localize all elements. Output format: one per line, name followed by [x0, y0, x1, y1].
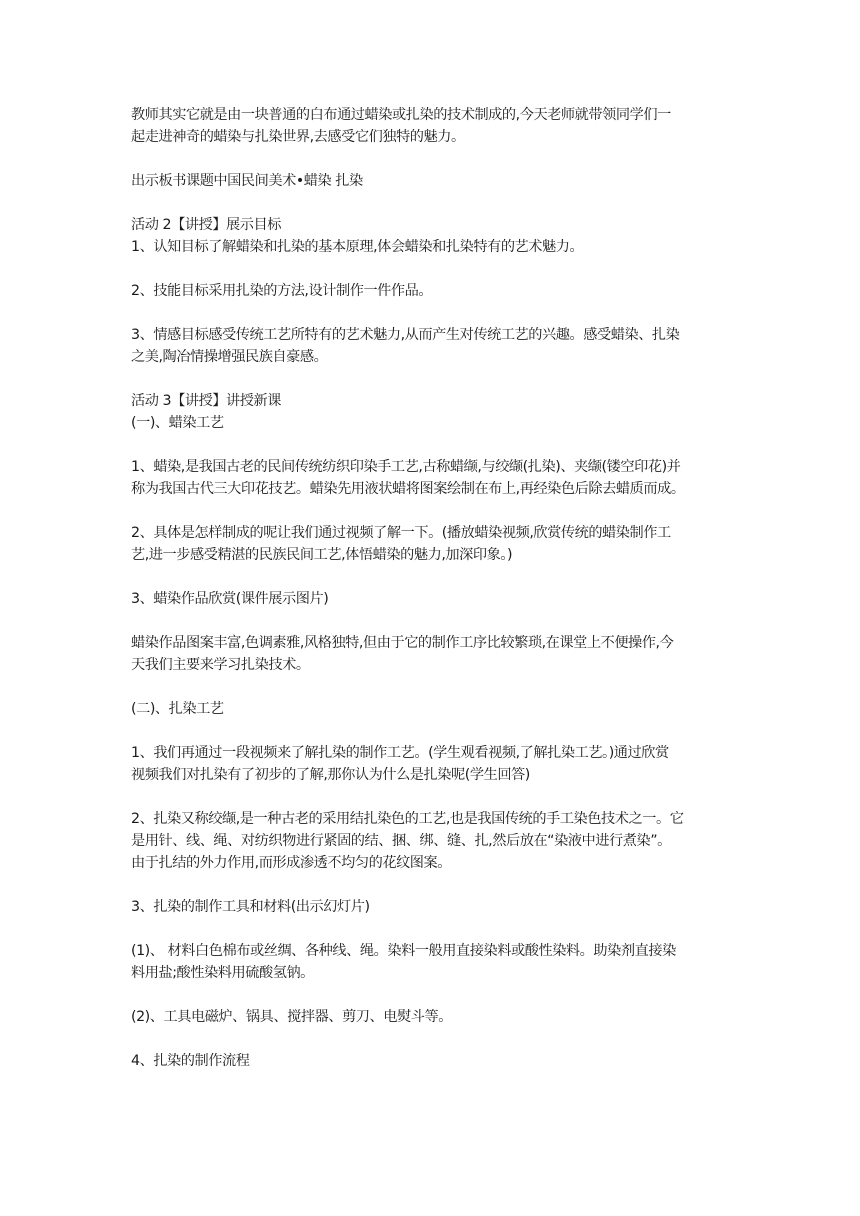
paragraph-section1-heading — [131, 412, 731, 434]
paragraph-goal3 — [131, 324, 731, 368]
text-line: 是用针、线、绳、对纺织物进行紧固的结、捆、绑、缝、扎,然后放在“染液中进行煮染”。 — [131, 833, 671, 849]
text-line: 料用盐;酸性染料用硫酸氢钠。 — [131, 965, 314, 981]
text-line: 2、扎染又称绞缬,是一种古老的采用结扎染色的工艺,也是我国传统的手工染色技术之一。它 — [131, 811, 684, 827]
text-line: (1)、 材料白色棉布或丝绸、各种线、绳。染料一般用直接染料或酸性染料。助染剂直接染 — [131, 943, 676, 959]
text-line: (一)、蜡染工艺 — [131, 415, 224, 431]
paragraph-batik2 — [131, 522, 731, 566]
text-line: 天我们主要来学习扎染技术。 — [131, 657, 310, 673]
paragraph-tiedye2 — [131, 808, 731, 874]
paragraph-intro — [131, 104, 731, 148]
paragraph-tools — [131, 1006, 731, 1028]
paragraph-tiedye3 — [131, 896, 731, 918]
text-line: (2)、工具电磁炉、锅具、搅拌器、剪刀、电熨斗等。 — [131, 1009, 452, 1025]
paragraph-activity2-heading — [131, 214, 731, 236]
paragraph-goal2 — [131, 280, 731, 302]
text-line: 由于扎结的外力作用,而形成渗透不均匀的花纹图案。 — [131, 855, 452, 871]
text-line: 1、我们再通过一段视频来了解扎染的制作工艺。(学生观看视频,了解扎染工艺。)通过欣赏 — [131, 745, 669, 761]
text-line: (二)、扎染工艺 — [131, 701, 224, 717]
text-line: 起走进神奇的蜡染与扎染世界,去感受它们独特的魅力。 — [131, 129, 465, 145]
paragraph-tiedye4 — [131, 1050, 731, 1072]
text-line: 视频我们对扎染有了初步的了解,那你认为什么是扎染呢(学生回答) — [131, 767, 530, 783]
text-line: 称为我国古代三大印花技艺。蜡染先用液状蜡将图案绘制在布上,再经染色后除去蜡质而成。 — [131, 481, 685, 497]
text-line: 艺,进一步感受精湛的民族民间工艺,体悟蜡染的魅力,加深印象。) — [131, 547, 513, 563]
text-line: 1、蜡染,是我国古老的民间传统纺织印染手工艺,古称蜡缬,与绞缬(扎染)、夹缬(镂空印花)并 — [131, 459, 681, 475]
paragraph-batik-note — [131, 632, 731, 676]
document-body — [131, 104, 731, 1094]
text-line: 2、具体是怎样制成的呢让我们通过视频了解一下。(播放蜡染视频,欣赏传统的蜡染制作工 — [131, 525, 671, 541]
paragraph-activity3-heading — [131, 390, 731, 412]
text-line: 蜡染作品图案丰富,色调素雅,风格独特,但由于它的制作工序比较繁琐,在课堂上不便操作,今 — [131, 635, 674, 651]
paragraph-batik3 — [131, 588, 731, 610]
text-line: 教师其实它就是由一块普通的白布通过蜡染或扎染的技术制成的,今天老师就带领同学们一 — [131, 107, 671, 123]
text-line: 之美,陶冶情操增强民族自豪感。 — [131, 349, 328, 365]
paragraph-goal1 — [131, 236, 731, 258]
text-line: 3、扎染的制作工具和材料(出示幻灯片) — [131, 899, 370, 915]
paragraph-materials — [131, 940, 731, 984]
paragraph-section2-heading — [131, 698, 731, 720]
text-line: 3、蜡染作品欣赏(课件展示图片) — [131, 591, 329, 607]
paragraph-batik1 — [131, 456, 731, 500]
paragraph-board-title — [131, 170, 731, 192]
paragraph-tiedye1 — [131, 742, 731, 786]
text-line: 活动 3【讲授】讲授新课 — [131, 393, 282, 409]
text-line: 3、情感目标感受传统工艺所特有的艺术魅力,从而产生对传统工艺的兴趣。感受蜡染、扎染 — [131, 327, 680, 343]
text-line: 2、技能目标采用扎染的方法,设计制作一件作品。 — [131, 283, 433, 299]
text-line: 活动 2【讲授】展示目标 — [131, 217, 282, 233]
text-line: 出示板书课题中国民间美术•蜡染 扎染 — [131, 173, 363, 189]
text-line: 1、认知目标了解蜡染和扎染的基本原理,体会蜡染和扎染特有的艺术魅力。 — [131, 239, 584, 255]
text-line: 4、扎染的制作流程 — [131, 1053, 250, 1069]
